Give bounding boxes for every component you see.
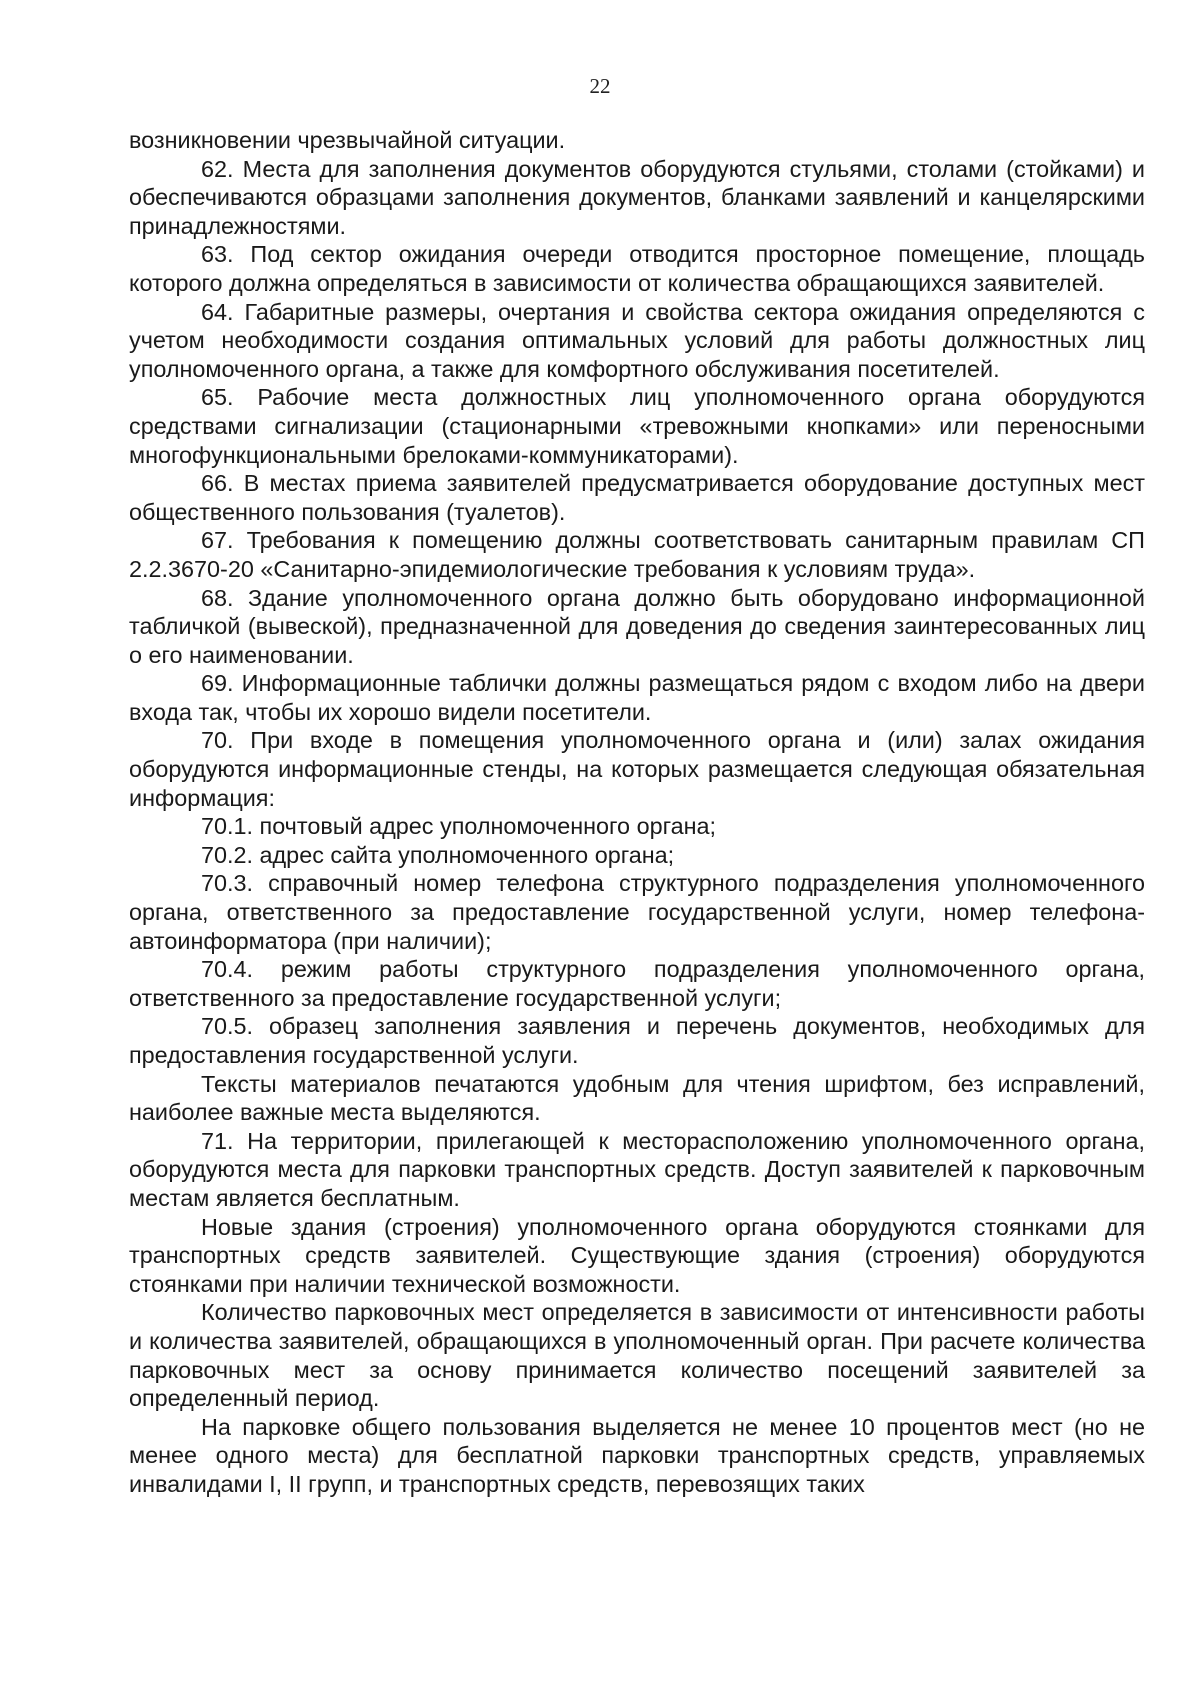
paragraph: 63. Под сектор ожидания очереди отводится просторное помещение, площадь которого должна определяться в зависимости от количества обращающихся заявителей. — [129, 241, 1145, 296]
paragraph: На парковке общего пользования выделяется не менее 10 процентов мест (но не менее одного места) для бесплатной парковки транспортных средств, управляемых инвалидами I, II групп, и транспортных средств, перевозящих таких — [129, 1413, 1145, 1497]
paragraph: 67. Требования к помещению должны соответствовать санитарным правилам СП 2.2.3670-20 «Санитарно-эпидемиологические требования к условиям труда». — [129, 527, 1145, 582]
paragraph: Новые здания (строения) уполномоченного органа оборудуются стоянками для транспортных средств заявителей. Существующие здания (строения) оборудуются стоянками при наличии технической возможности. — [129, 1213, 1145, 1297]
paragraph: 70.1. почтовый адрес уполномоченного органа; — [201, 813, 717, 840]
paragraph: 62. Места для заполнения документов оборудуются стульями, столами (стойками) и обеспечиваются образцами заполнения документов, бланками заявлений и канцелярскими принадлежностями. — [129, 155, 1145, 239]
paragraph: Количество парковочных мест определяется в зависимости от интенсивности работы и количества заявителей, обращающихся в уполномоченный орган. При расчете количества парковочных мест за основу принимается количество посещений заявителей за определенный период. — [129, 1299, 1145, 1412]
paragraph: 68. Здание уполномоченного органа должно быть оборудовано информационной табличкой (вывеской), предназначенной для доведения до сведения заинтересованных лиц о его наименовании. — [129, 584, 1145, 668]
paragraph: 70. При входе в помещения уполномоченного органа и (или) залах ожидания оборудуются информационные стенды, на которых размещается следующая обязательная информация: — [129, 727, 1145, 811]
document-body — [129, 126, 1145, 1499]
page-number: 22 — [589, 74, 611, 98]
paragraph: Тексты материалов печатаются удобным для чтения шрифтом, без исправлений, наиболее важные места выделяются. — [129, 1070, 1145, 1126]
paragraph: 66. В местах приема заявителей предусматривается оборудование доступных мест общественного пользования (туалетов). — [129, 470, 1145, 525]
paragraph: 71. На территории, прилегающей к месторасположению уполномоченного органа, оборудуются места для парковки транспортных средств. Доступ заявителей к парковочным местам является бесплатным. — [129, 1127, 1145, 1211]
paragraph: 69. Информационные таблички должны размещаться рядом с входом либо на двери входа так, чтобы их хорошо видели посетители. — [129, 670, 1145, 725]
paragraph: 64. Габаритные размеры, очертания и свойства сектора ожидания определяются с учетом необходимости создания оптимальных условий для работы должностных лиц уполномоченного органа, а также для комфортного обслуживания посетителей. — [129, 298, 1145, 382]
paragraph: 70.5. образец заполнения заявления и перечень документов, необходимых для предоставления государственной услуги. — [129, 1013, 1145, 1068]
paragraph: 70.4. режим работы структурного подразделения уполномоченного органа, ответственного за предоставление государственной услуги; — [129, 956, 1145, 1011]
paragraph: возникновении чрезвычайной ситуации. — [129, 127, 566, 153]
paragraph: 65. Рабочие места должностных лиц уполномоченного органа оборудуются средствами сигнализации (стационарными «тревожными кнопками» или переносными многофункциональными брелоками-коммуникаторами). — [129, 384, 1145, 468]
paragraph: 70.3. справочный номер телефона структурного подразделения уполномоченного органа, ответственного за предоставление государственной услуги, номер телефона-автоинформатора (при наличии); — [129, 870, 1145, 954]
paragraph: 70.2. адрес сайта уполномоченного органа; — [201, 841, 675, 868]
